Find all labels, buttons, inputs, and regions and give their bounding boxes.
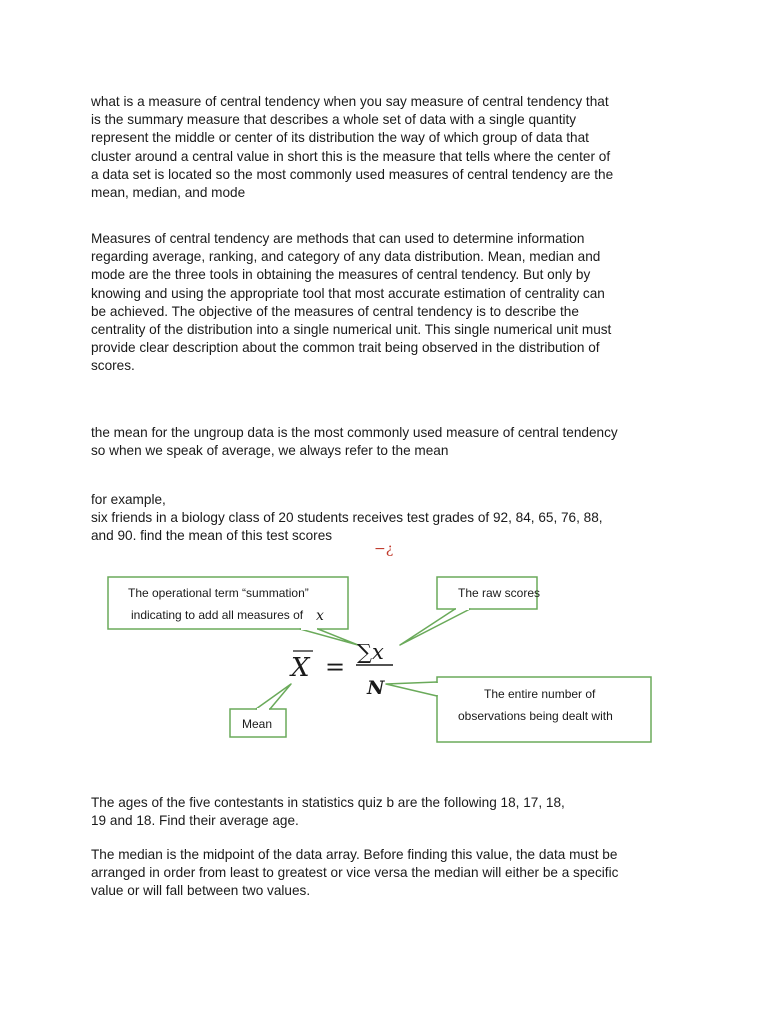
- entire-number-callout-line2: observations being dealt with: [458, 709, 613, 723]
- text-line: mode are the three tools in obtaining the measures of central tendency. But only by: [91, 267, 591, 283]
- text-line: value or will fall between two values.: [91, 883, 311, 899]
- text-line: The median is the midpoint of the data array. Before finding this value, the data must be: [91, 847, 618, 862]
- formula-equals: =: [325, 653, 346, 681]
- text-line: regarding average, ranking, and category of any data distribution. Mean, median and: [91, 249, 601, 265]
- entire-number-callout: [386, 677, 651, 742]
- text-line: cluster around a central value in short this is the measure that tells where the center of: [91, 148, 611, 164]
- summation-callout: [108, 577, 358, 645]
- text-line: represent the middle or center of its distribution the way of which group of data that: [91, 130, 589, 146]
- text-line: Measures of central tendency are methods that can used to determine information: [91, 231, 585, 246]
- text-line: provide clear description about the common trait being observed in the distribution of: [91, 340, 600, 356]
- text-line: so when we speak of average, we always refer to the mean: [91, 443, 449, 459]
- raw-scores-callout-text: The raw scores: [458, 586, 541, 600]
- formula-numerator: ∑x: [357, 640, 384, 664]
- mean-callout-text: Mean: [242, 717, 273, 731]
- raw-scores-callout-pointer: [400, 609, 470, 645]
- text-line: and 90. find the mean of this test scores: [91, 528, 333, 544]
- text-line: be achieved. The objective of the measures of central tendency is to describe the: [91, 303, 579, 319]
- mean-callout: [230, 684, 291, 737]
- mean-callout-pointer: [256, 684, 291, 709]
- formula-denominator: N: [367, 677, 385, 699]
- text-line: scores.: [91, 358, 135, 374]
- text-line: knowing and using the appropriate tool that most accurate estimation of centrality can: [91, 285, 605, 301]
- entire-number-callout-pointer: [386, 682, 437, 696]
- paragraph-median: [91, 846, 691, 901]
- text-line: for example,: [91, 492, 166, 507]
- text-line: what is a measure of central tendency when you say measure of central tendency that: [91, 94, 609, 109]
- text-line: The ages of the five contestants in statistics quiz b are the following 18, 17, 18,: [91, 795, 565, 810]
- text-line: the mean for the ungroup data is the most commonly used measure of central tendency: [91, 425, 618, 440]
- entire-number-callout-line1: The entire number of: [484, 687, 596, 701]
- raw-scores-callout: [400, 577, 540, 645]
- mean-formula: [289, 640, 393, 699]
- summation-callout-line1: The operational term “summation”: [128, 586, 309, 600]
- formula-lhs: X: [291, 653, 310, 683]
- text-line: 19 and 18. Find their average age.: [91, 813, 299, 829]
- text-line: a data set is located so the most commonly used measures of central tendency are the: [91, 166, 614, 182]
- summation-callout-line2: indicating to add all measures of: [131, 608, 304, 622]
- summation-callout-pointer: [300, 629, 358, 645]
- text-line: centrality of the distribution into a single numerical unit. This single numerical unit must: [91, 322, 612, 338]
- text-line: six friends in a biology class of 20 students receives test grades of 92, 84, 65, 76, 88,: [91, 510, 603, 526]
- stray-symbol: −¿: [374, 541, 394, 557]
- paragraph-ages-example: [91, 794, 691, 830]
- summation-callout-var: x: [316, 608, 324, 624]
- text-line: mean, median, and mode: [91, 185, 246, 201]
- text-line: is the summary measure that describes a whole set of data with a single quantity: [91, 112, 577, 128]
- text-line: arranged in order from least to greatest or vice versa the median will either be a specific: [91, 865, 619, 881]
